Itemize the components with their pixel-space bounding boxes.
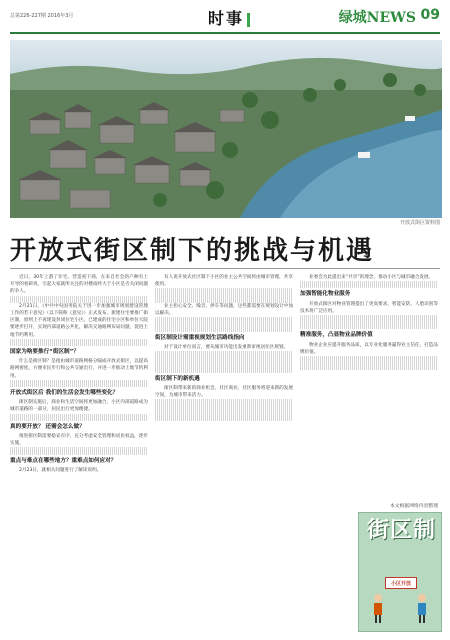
subheading: 真的要开放？ 还需会怎么做？	[10, 423, 85, 430]
photo-caption: 开放式街区资料图	[399, 220, 440, 226]
text-line	[155, 365, 293, 372]
paragraph: 推进街区制需要稳妥有序，充分考虑安全管理和居民权益，逐步实施。	[10, 434, 148, 447]
paragraph: 业委会为此提出来“共享”的理念，推动小区与城市融合发展。	[309, 275, 434, 280]
paragraph: 有人说开放式社区制下小区的业主公共空间将由城市管理，共享使用。	[155, 275, 293, 288]
article-headline: 开放式街区制下的挑战与机遇	[10, 236, 375, 266]
paragraph: 街区制实施后，商业和生活空间将更加融合，小区内部道路成为城市道路的一部分，居民出行更加便捷。	[10, 400, 148, 413]
text-line	[155, 351, 293, 358]
issue-info: 总第226-227期 2016年3月	[10, 13, 74, 19]
subheading: 精准服务，凸显物业品牌价值	[300, 332, 373, 339]
paragraph: 街区制带来新的商业机会，社区商业、社区服务将迎来新的发展空间，为城市带来活力。	[155, 385, 293, 398]
text-line	[155, 358, 293, 365]
paragraph: 对于设计单位而言，要从城市功能出发重新审视居住区规划。	[164, 344, 289, 350]
subheading: 开放式街区后 我们的生活会发生哪些变化？	[10, 390, 119, 396]
text-line	[10, 296, 148, 303]
article-column-2	[155, 274, 293, 421]
aerial-town-photo	[10, 40, 442, 218]
subheading: 街区制设计需重视规划生活路线指向	[155, 334, 245, 341]
cartoon-illustration	[358, 512, 442, 632]
article-column-1	[10, 274, 148, 474]
text-line	[155, 324, 293, 331]
article-column-3	[300, 274, 438, 370]
page-header	[10, 0, 440, 34]
text-line	[300, 356, 438, 363]
paragraph: 物业企业应提升服务品质，以专业化服务赢得业主信任，打造品牌价值。	[300, 342, 438, 355]
text-line	[155, 296, 293, 303]
paragraph: 2月21日，《中共中央国务院关于进一步加强城市规划建设管理工作的若干意见》（以下简称《意见》）正式发布。新建住宅要推广街区制，原则上不再建设封闭住宅小区。已建成的住宅小区和单位大院要逐步打开，实现内部道路公共化，解决交通路网布局问题，促进土地节约利用。	[10, 303, 148, 338]
subheading: 国家为啥要推行“街区制”？	[10, 349, 79, 355]
source-credit: 本文根据网络内容整理	[390, 504, 438, 509]
page-number: 09	[420, 7, 440, 23]
text-line	[10, 447, 148, 454]
section-bar-icon	[247, 13, 250, 27]
text-line	[155, 399, 293, 406]
paragraph: 近日，30年上游了住宅、营造初下商，在来自社会的户种有上开导的看研说，引起大家就所关注的对楼南经大于小区是否关闭问题的争人。	[10, 275, 148, 295]
text-line	[155, 317, 293, 324]
text-line	[300, 281, 438, 288]
paragraph: 开放式街区对物业管理提出了更高要求，智能安防、人脸识别等技术将广泛应用。	[300, 301, 438, 314]
paragraph: 什么是街区制？是指由城市道路网格分隔成开放式街区，以提高路网密度，方便市民步行和公共交通出行，并进一步推动土地节约利用。	[10, 359, 148, 379]
brand-logo: 绿城NEWS	[338, 10, 416, 26]
illustration-sign: 小区开放	[385, 577, 417, 589]
paragraph: 2月23日，就相关问题进行了解读说明。	[19, 467, 102, 473]
subheading: 街区制下的新机遇	[155, 375, 200, 382]
text-line	[300, 322, 438, 329]
headline-divider	[10, 268, 440, 269]
text-line	[10, 380, 148, 387]
subheading: 重点与难点在哪些地方？重难点如何应对？	[10, 457, 117, 464]
person-icon	[415, 593, 429, 623]
text-line	[155, 414, 293, 421]
person-icon	[371, 593, 385, 623]
text-line	[10, 414, 148, 421]
illustration-title: 街区制	[367, 518, 437, 543]
text-line	[300, 363, 438, 370]
paragraph: 业主担心安全、噪音、停车等问题，这些都需要在规划设计中加以解决。	[155, 303, 293, 316]
section-title: 时事	[208, 6, 250, 29]
text-line	[10, 339, 148, 346]
text-line	[155, 406, 293, 413]
text-line	[300, 315, 438, 322]
subheading: 加强智能化物业服务	[300, 291, 351, 298]
text-line	[155, 288, 293, 295]
